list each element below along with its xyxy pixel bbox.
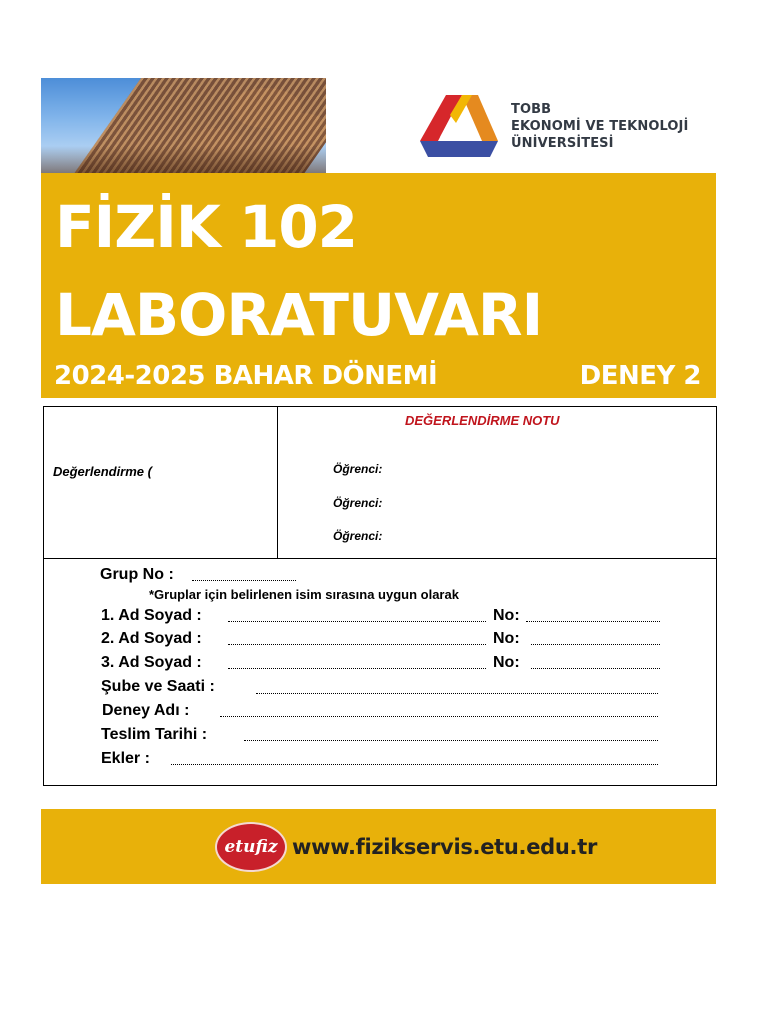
member-3-name-field[interactable]: [228, 668, 486, 669]
student-grade-label: Öğrenci:: [333, 462, 383, 476]
member-1-name-label: 1. Ad Soyad :: [101, 607, 202, 624]
student-grade-label: Öğrenci:: [333, 529, 383, 543]
university-name-line: ÜNİVERSİTESİ: [511, 136, 614, 151]
website-link[interactable]: www.fizikservis.etu.edu.tr: [292, 835, 598, 859]
title-band: [41, 173, 716, 398]
group-no-field[interactable]: [192, 580, 296, 581]
member-3-no-field[interactable]: [531, 668, 660, 669]
group-note: *Gruplar için belirlenen isim sırasına uygun olarak: [149, 587, 459, 602]
due-date-field[interactable]: [244, 740, 658, 741]
section-time-label: Şube ve Saati :: [101, 678, 215, 695]
member-1-no-label: No:: [493, 607, 520, 624]
etufiz-logo: etufiz: [215, 822, 287, 872]
university-name-line: TOBB: [511, 102, 552, 117]
tobb-etu-logo: [416, 93, 500, 159]
footer-band: [41, 809, 716, 884]
evaluation-label: Değerlendirme (: [53, 464, 152, 479]
table-divider: [277, 407, 278, 558]
member-2-no-field[interactable]: [531, 644, 660, 645]
experiment-name-label: Deney Adı :: [102, 702, 190, 719]
group-no-label: Grup No :: [100, 566, 174, 583]
evaluation-title: DEĞERLENDİRME NOTU: [405, 413, 560, 428]
university-name: [511, 101, 688, 152]
attachments-field[interactable]: [171, 764, 658, 765]
course-title: FİZİK 102: [55, 193, 358, 261]
member-2-name-field[interactable]: [228, 644, 486, 645]
member-3-no-label: No:: [493, 654, 520, 671]
evaluation-table: [43, 406, 717, 559]
attachments-label: Ekler :: [101, 750, 150, 767]
semester-label: 2024-2025 BAHAR DÖNEMİ: [54, 361, 438, 391]
due-date-label: Teslim Tarihi :: [101, 726, 208, 743]
section-time-field[interactable]: [256, 693, 658, 694]
course-subtitle: LABORATUVARI: [55, 281, 543, 349]
header-building-photo: [41, 78, 326, 174]
member-3-name-label: 3. Ad Soyad :: [101, 654, 202, 671]
experiment-label: DENEY 2: [579, 361, 701, 391]
university-name-line: EKONOMİ VE TEKNOLOJİ: [511, 119, 689, 134]
experiment-name-field[interactable]: [220, 716, 658, 717]
member-1-no-field[interactable]: [526, 621, 660, 622]
student-grade-label: Öğrenci:: [333, 496, 383, 510]
member-2-no-label: No:: [493, 630, 520, 647]
member-1-name-field[interactable]: [228, 621, 486, 622]
member-2-name-label: 2. Ad Soyad :: [101, 630, 202, 647]
student-info-form: [43, 557, 717, 786]
